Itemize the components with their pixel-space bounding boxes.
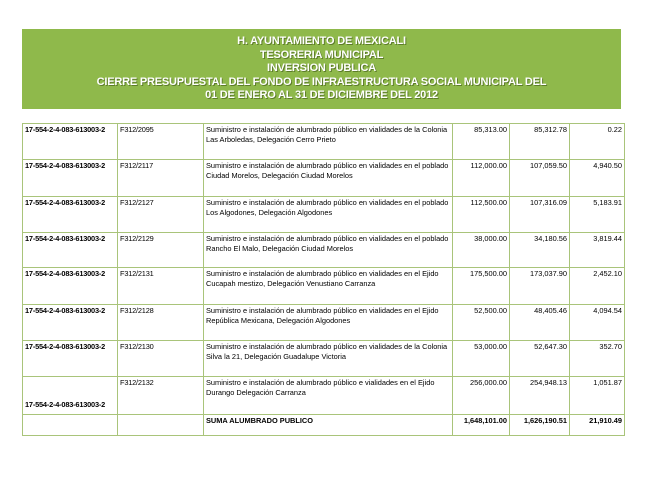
row-approved: 112,500.00 bbox=[453, 197, 510, 233]
row-description: Suministro e instalación de alumbrado público e vialidades en el Ejido Durango Delegación Carranza bbox=[204, 377, 453, 415]
header-line-3: INVERSION PUBLICA bbox=[266, 62, 377, 75]
total-empty-cell bbox=[118, 415, 204, 436]
row-code: 17-554-2-4-083-613003-2 bbox=[23, 197, 118, 233]
row-approved: 85,313.00 bbox=[453, 124, 510, 160]
row-spent: 34,180.56 bbox=[510, 233, 570, 268]
row-spent: 107,316.09 bbox=[510, 197, 570, 233]
header-line-4: CIERRE PRESUPUESTAL DEL FONDO DE INFRAESTRUCTURA SOCIAL MUNICIPAL DEL bbox=[96, 75, 547, 88]
row-approved: 256,000.00 bbox=[453, 377, 510, 415]
header-line-1: H. AYUNTAMIENTO DE MEXICALI bbox=[237, 35, 406, 48]
row-code-text: 17-554-2-4-083-613003-2 bbox=[25, 400, 106, 409]
row-spent: 48,405.46 bbox=[510, 305, 570, 341]
report-header bbox=[22, 29, 621, 109]
row-spent: 85,312.78 bbox=[510, 124, 570, 160]
row-difference: 4,940.50 bbox=[570, 160, 625, 197]
row-ref: F312/2130 bbox=[118, 341, 204, 377]
row-difference: 3,819.44 bbox=[570, 233, 625, 268]
row-ref: F312/2095 bbox=[118, 124, 204, 160]
row-ref: F312/2117 bbox=[118, 160, 204, 197]
table-row bbox=[23, 268, 625, 305]
row-ref: F312/2127 bbox=[118, 197, 204, 233]
row-code: 17-554-2-4-083-613003-2 bbox=[23, 341, 118, 377]
header-line-5: 01 DE ENERO AL 31 DE DICIEMBRE DEL 2012 bbox=[205, 89, 438, 102]
total-row bbox=[23, 415, 625, 436]
table-row bbox=[23, 197, 625, 233]
row-difference: 5,183.91 bbox=[570, 197, 625, 233]
row-difference: 352.70 bbox=[570, 341, 625, 377]
row-code bbox=[23, 377, 118, 415]
row-code: 17-554-2-4-083-613003-2 bbox=[23, 160, 118, 197]
row-description: Suministro e instalación de alumbrado público en vialidades en el Ejido Cucapah mestizo, Delegación Venustiano Carranza bbox=[204, 268, 453, 305]
table-row bbox=[23, 377, 625, 415]
row-ref: F312/2129 bbox=[118, 233, 204, 268]
row-code: 17-554-2-4-083-613003-2 bbox=[23, 268, 118, 305]
table-row bbox=[23, 341, 625, 377]
row-description: Suministro e instalación de alumbrado público en vialidades en el poblado Ciudad Morelos, Delegación Ciudad Morelos bbox=[204, 160, 453, 197]
row-description: Suministro e instalación de alumbrado público en vialidades en el poblado Rancho El Malo, Delegación Ciudad Morelos bbox=[204, 233, 453, 268]
row-spent: 52,647.30 bbox=[510, 341, 570, 377]
header-line-2: TESORERIA MUNICIPAL bbox=[259, 48, 384, 61]
total-label: SUMA ALUMBRADO PUBLICO bbox=[204, 415, 453, 436]
row-ref: F312/2128 bbox=[118, 305, 204, 341]
row-ref: F312/2131 bbox=[118, 268, 204, 305]
row-description: Suministro e instalación de alumbrado público en vialidades de la Colonia Las Arboledas, Delegación Cerro Prieto bbox=[204, 124, 453, 160]
table-row bbox=[23, 305, 625, 341]
row-description: Suministro e instalación de alumbrado público en vialidades en el Ejido República Mexicana, Delegación Algodones bbox=[204, 305, 453, 341]
budget-table bbox=[22, 123, 625, 436]
row-difference: 2,452.10 bbox=[570, 268, 625, 305]
table-row bbox=[23, 124, 625, 160]
row-approved: 52,500.00 bbox=[453, 305, 510, 341]
row-approved: 53,000.00 bbox=[453, 341, 510, 377]
total-spent: 1,626,190.51 bbox=[510, 415, 570, 436]
row-difference: 1,051.87 bbox=[570, 377, 625, 415]
row-approved: 38,000.00 bbox=[453, 233, 510, 268]
row-difference: 0.22 bbox=[570, 124, 625, 160]
row-ref: F312/2132 bbox=[118, 377, 204, 415]
row-spent: 173,037.90 bbox=[510, 268, 570, 305]
table-row bbox=[23, 233, 625, 268]
row-spent: 107,059.50 bbox=[510, 160, 570, 197]
total-difference: 21,910.49 bbox=[570, 415, 625, 436]
row-approved: 112,000.00 bbox=[453, 160, 510, 197]
row-difference: 4,094.54 bbox=[570, 305, 625, 341]
row-code: 17-554-2-4-083-613003-2 bbox=[23, 233, 118, 268]
row-code: 17-554-2-4-083-613003-2 bbox=[23, 305, 118, 341]
total-approved: 1,648,101.00 bbox=[453, 415, 510, 436]
total-empty-cell bbox=[23, 415, 118, 436]
row-spent: 254,948.13 bbox=[510, 377, 570, 415]
row-code: 17-554-2-4-083-613003-2 bbox=[23, 124, 118, 160]
row-description: Suministro e instalación de alumbrado público en vialidades de la Colonia Silva la 21, Delegación Guadalupe Victoria bbox=[204, 341, 453, 377]
table-row bbox=[23, 160, 625, 197]
row-description: Suministro e instalación de alumbrado público en vialidades en el poblado Los Algodones, Delegación Algodones bbox=[204, 197, 453, 233]
row-approved: 175,500.00 bbox=[453, 268, 510, 305]
